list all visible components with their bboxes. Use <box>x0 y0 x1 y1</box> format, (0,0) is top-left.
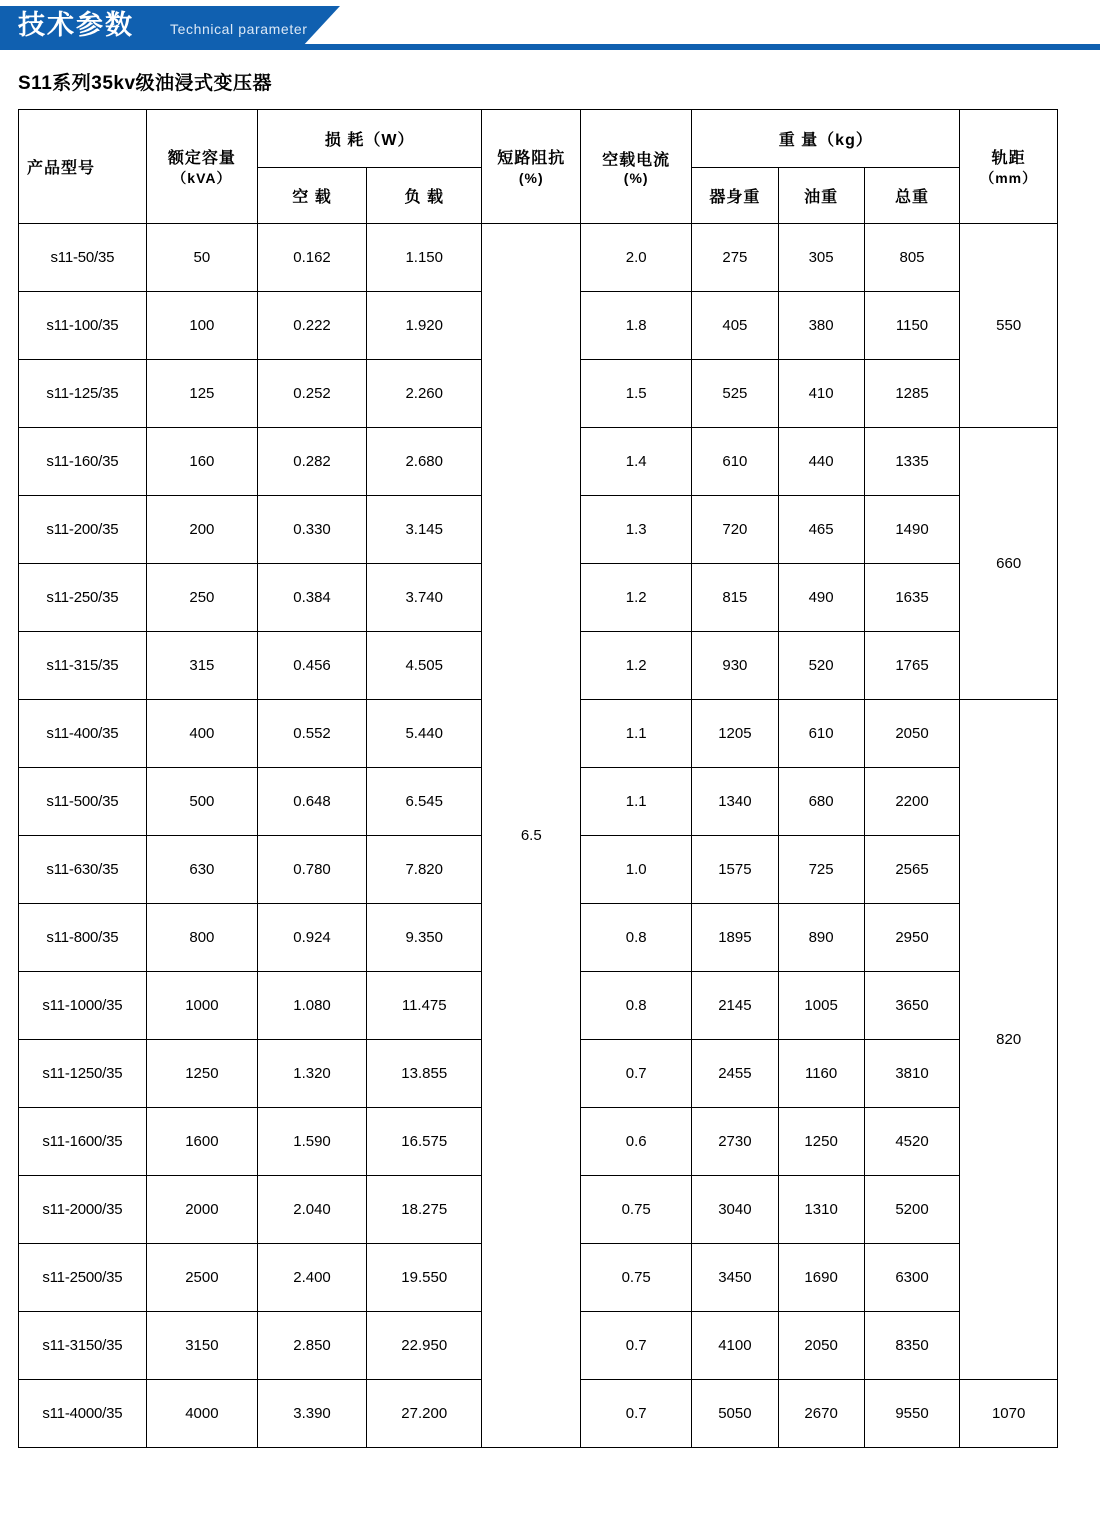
banner-rule <box>0 44 1100 50</box>
header-loss-noload: 空 载 <box>257 168 366 224</box>
spec-table-wrapper <box>18 109 1082 1448</box>
cell-weight-body: 1895 <box>692 904 778 972</box>
cell-weight-total: 2565 <box>864 836 960 904</box>
cell-capacity: 2500 <box>146 1244 257 1312</box>
cell-loss-noload: 3.390 <box>257 1380 366 1448</box>
cell-model: s11-160/35 <box>19 428 147 496</box>
cell-loss-noload: 1.320 <box>257 1040 366 1108</box>
header-loss: 损 耗（W） <box>257 110 481 168</box>
cell-weight-body: 525 <box>692 360 778 428</box>
cell-weight-body: 3450 <box>692 1244 778 1312</box>
specification-table <box>18 109 1058 1448</box>
header-impedance <box>482 110 581 224</box>
cell-capacity: 4000 <box>146 1380 257 1448</box>
cell-weight-oil: 440 <box>778 428 864 496</box>
header-capacity-label: 额定容量 <box>167 150 236 167</box>
cell-capacity: 500 <box>146 768 257 836</box>
cell-capacity: 1000 <box>146 972 257 1040</box>
cell-weight-total: 5200 <box>864 1176 960 1244</box>
cell-model: s11-1250/35 <box>19 1040 147 1108</box>
cell-gauge: 550 <box>960 224 1058 428</box>
cell-noload-current: 0.8 <box>581 972 692 1040</box>
cell-model: s11-800/35 <box>19 904 147 972</box>
cell-noload-current: 1.2 <box>581 632 692 700</box>
cell-loss-noload: 0.924 <box>257 904 366 972</box>
cell-weight-oil: 680 <box>778 768 864 836</box>
cell-noload-current: 0.8 <box>581 904 692 972</box>
cell-loss-load: 16.575 <box>367 1108 482 1176</box>
cell-gauge: 1070 <box>960 1380 1058 1448</box>
cell-weight-body: 275 <box>692 224 778 292</box>
cell-weight-total: 3810 <box>864 1040 960 1108</box>
cell-gauge: 660 <box>960 428 1058 700</box>
cell-model: s11-4000/35 <box>19 1380 147 1448</box>
cell-weight-oil: 725 <box>778 836 864 904</box>
header-impedance-label: 短路阻抗 <box>497 149 566 167</box>
cell-weight-body: 5050 <box>692 1380 778 1448</box>
cell-weight-total: 3650 <box>864 972 960 1040</box>
header-loss-load: 负 载 <box>367 168 482 224</box>
cell-weight-total: 2950 <box>864 904 960 972</box>
cell-weight-total: 6300 <box>864 1244 960 1312</box>
cell-loss-noload: 0.384 <box>257 564 366 632</box>
cell-capacity: 1250 <box>146 1040 257 1108</box>
cell-weight-body: 2145 <box>692 972 778 1040</box>
cell-loss-load: 1.920 <box>367 292 482 360</box>
header-gauge-unit: （mm） <box>980 170 1038 186</box>
cell-noload-current: 0.7 <box>581 1312 692 1380</box>
cell-loss-load: 7.820 <box>367 836 482 904</box>
cell-loss-noload: 0.330 <box>257 496 366 564</box>
cell-model: s11-3150/35 <box>19 1312 147 1380</box>
page-banner <box>0 0 1100 52</box>
cell-impedance: 6.5 <box>482 224 581 1448</box>
cell-weight-oil: 490 <box>778 564 864 632</box>
cell-weight-body: 720 <box>692 496 778 564</box>
cell-loss-noload: 0.282 <box>257 428 366 496</box>
cell-weight-oil: 305 <box>778 224 864 292</box>
cell-weight-total: 1285 <box>864 360 960 428</box>
banner-title-cn: 技术参数 <box>18 10 134 40</box>
cell-noload-current: 0.7 <box>581 1380 692 1448</box>
cell-loss-load: 5.440 <box>367 700 482 768</box>
cell-weight-oil: 380 <box>778 292 864 360</box>
cell-loss-load: 2.680 <box>367 428 482 496</box>
cell-weight-oil: 465 <box>778 496 864 564</box>
cell-loss-load: 13.855 <box>367 1040 482 1108</box>
cell-loss-load: 9.350 <box>367 904 482 972</box>
cell-loss-noload: 2.040 <box>257 1176 366 1244</box>
cell-noload-current: 1.5 <box>581 360 692 428</box>
cell-noload-current: 1.0 <box>581 836 692 904</box>
header-weight-oil: 油重 <box>778 168 864 224</box>
cell-capacity: 125 <box>146 360 257 428</box>
cell-capacity: 630 <box>146 836 257 904</box>
cell-weight-total: 4520 <box>864 1108 960 1176</box>
cell-loss-load: 2.260 <box>367 360 482 428</box>
banner-title-en: Technical parameter <box>170 21 308 37</box>
cell-capacity: 400 <box>146 700 257 768</box>
cell-noload-current: 1.4 <box>581 428 692 496</box>
cell-capacity: 2000 <box>146 1176 257 1244</box>
cell-noload-current: 1.1 <box>581 768 692 836</box>
table-header-row-1 <box>19 110 1058 168</box>
header-impedance-unit: (%) <box>518 169 544 186</box>
header-noload-current <box>581 110 692 224</box>
table-body <box>19 224 1058 1448</box>
cell-weight-body: 930 <box>692 632 778 700</box>
header-gauge-label: 轨距 <box>991 150 1026 167</box>
cell-model: s11-250/35 <box>19 564 147 632</box>
cell-gauge: 820 <box>960 700 1058 1380</box>
cell-weight-body: 405 <box>692 292 778 360</box>
cell-noload-current: 0.75 <box>581 1176 692 1244</box>
cell-noload-current: 1.1 <box>581 700 692 768</box>
cell-model: s11-1600/35 <box>19 1108 147 1176</box>
cell-weight-oil: 1005 <box>778 972 864 1040</box>
cell-weight-total: 2050 <box>864 700 960 768</box>
cell-loss-noload: 0.222 <box>257 292 366 360</box>
cell-weight-body: 1205 <box>692 700 778 768</box>
cell-weight-total: 2200 <box>864 768 960 836</box>
cell-model: s11-50/35 <box>19 224 147 292</box>
cell-model: s11-400/35 <box>19 700 147 768</box>
cell-weight-oil: 610 <box>778 700 864 768</box>
cell-weight-body: 815 <box>692 564 778 632</box>
cell-model: s11-630/35 <box>19 836 147 904</box>
cell-loss-noload: 0.456 <box>257 632 366 700</box>
cell-loss-noload: 2.850 <box>257 1312 366 1380</box>
table-row <box>19 224 1058 292</box>
cell-capacity: 1600 <box>146 1108 257 1176</box>
cell-weight-body: 4100 <box>692 1312 778 1380</box>
cell-weight-total: 1150 <box>864 292 960 360</box>
cell-model: s11-500/35 <box>19 768 147 836</box>
cell-loss-noload: 0.648 <box>257 768 366 836</box>
cell-weight-body: 2730 <box>692 1108 778 1176</box>
cell-model: s11-315/35 <box>19 632 147 700</box>
cell-weight-total: 9550 <box>864 1380 960 1448</box>
cell-weight-oil: 2050 <box>778 1312 864 1380</box>
cell-loss-load: 18.275 <box>367 1176 482 1244</box>
cell-loss-load: 1.150 <box>367 224 482 292</box>
cell-weight-oil: 890 <box>778 904 864 972</box>
cell-weight-oil: 1160 <box>778 1040 864 1108</box>
cell-loss-load: 11.475 <box>367 972 482 1040</box>
cell-weight-total: 1635 <box>864 564 960 632</box>
cell-noload-current: 0.7 <box>581 1040 692 1108</box>
cell-loss-load: 3.740 <box>367 564 482 632</box>
header-model: 产品型号 <box>19 110 147 224</box>
cell-loss-load: 3.145 <box>367 496 482 564</box>
cell-model: s11-2000/35 <box>19 1176 147 1244</box>
header-weight-total: 总重 <box>864 168 960 224</box>
cell-weight-total: 8350 <box>864 1312 960 1380</box>
cell-model: s11-1000/35 <box>19 972 147 1040</box>
cell-loss-noload: 2.400 <box>257 1244 366 1312</box>
cell-capacity: 200 <box>146 496 257 564</box>
cell-model: s11-100/35 <box>19 292 147 360</box>
cell-loss-load: 6.545 <box>367 768 482 836</box>
cell-weight-body: 3040 <box>692 1176 778 1244</box>
cell-weight-oil: 410 <box>778 360 864 428</box>
cell-capacity: 250 <box>146 564 257 632</box>
header-weight-body: 器身重 <box>692 168 778 224</box>
cell-weight-body: 1575 <box>692 836 778 904</box>
cell-weight-total: 1490 <box>864 496 960 564</box>
cell-loss-noload: 0.162 <box>257 224 366 292</box>
cell-weight-oil: 1250 <box>778 1108 864 1176</box>
cell-noload-current: 0.75 <box>581 1244 692 1312</box>
cell-capacity: 3150 <box>146 1312 257 1380</box>
cell-noload-current: 1.2 <box>581 564 692 632</box>
cell-model: s11-125/35 <box>19 360 147 428</box>
cell-weight-total: 1765 <box>864 632 960 700</box>
header-capacity-unit: （kVA） <box>172 170 232 186</box>
page-title: S11系列35kv级油浸式变压器 <box>18 73 273 94</box>
cell-loss-noload: 1.080 <box>257 972 366 1040</box>
cell-capacity: 160 <box>146 428 257 496</box>
cell-weight-body: 610 <box>692 428 778 496</box>
header-gauge <box>960 110 1058 224</box>
header-weight: 重 量（kg） <box>692 110 960 168</box>
cell-capacity: 100 <box>146 292 257 360</box>
cell-weight-total: 805 <box>864 224 960 292</box>
cell-weight-oil: 2670 <box>778 1380 864 1448</box>
cell-noload-current: 1.8 <box>581 292 692 360</box>
cell-model: s11-200/35 <box>19 496 147 564</box>
cell-loss-noload: 1.590 <box>257 1108 366 1176</box>
cell-weight-oil: 1310 <box>778 1176 864 1244</box>
cell-weight-oil: 1690 <box>778 1244 864 1312</box>
cell-loss-load: 19.550 <box>367 1244 482 1312</box>
cell-capacity: 315 <box>146 632 257 700</box>
header-capacity <box>146 110 257 224</box>
cell-loss-noload: 0.552 <box>257 700 366 768</box>
cell-weight-body: 2455 <box>692 1040 778 1108</box>
cell-weight-total: 1335 <box>864 428 960 496</box>
cell-weight-oil: 520 <box>778 632 864 700</box>
cell-noload-current: 1.3 <box>581 496 692 564</box>
cell-capacity: 50 <box>146 224 257 292</box>
cell-loss-load: 27.200 <box>367 1380 482 1448</box>
cell-noload-current: 0.6 <box>581 1108 692 1176</box>
header-noload-current-unit: (%) <box>623 170 649 186</box>
cell-capacity: 800 <box>146 904 257 972</box>
cell-loss-noload: 0.252 <box>257 360 366 428</box>
cell-loss-noload: 0.780 <box>257 836 366 904</box>
header-noload-current-label: 空载电流 <box>602 152 671 169</box>
cell-loss-load: 4.505 <box>367 632 482 700</box>
cell-noload-current: 2.0 <box>581 224 692 292</box>
table-head <box>19 110 1058 224</box>
cell-loss-load: 22.950 <box>367 1312 482 1380</box>
cell-weight-body: 1340 <box>692 768 778 836</box>
cell-model: s11-2500/35 <box>19 1244 147 1312</box>
